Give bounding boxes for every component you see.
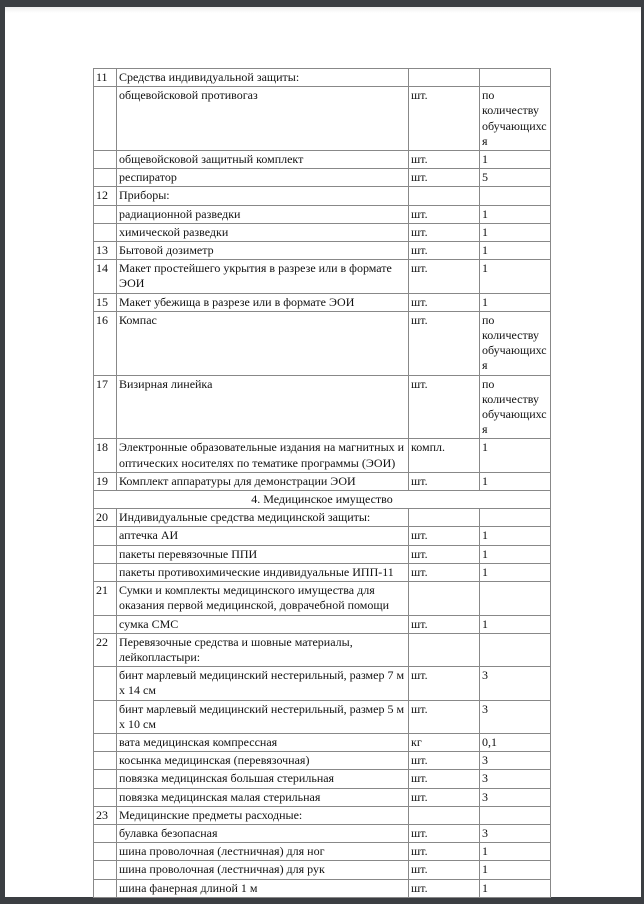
item-number: 19 (94, 472, 117, 490)
item-number (94, 733, 117, 751)
item-name: Индивидуальные средства медицинской защиты: (117, 509, 409, 527)
item-name: булавка безопасная (117, 824, 409, 842)
table-row (94, 472, 551, 490)
item-name: шина фанерная длиной 1 м (117, 879, 409, 897)
item-name: косынка медицинская (перевязочная) (117, 752, 409, 770)
item-quantity: 3 (480, 752, 551, 770)
item-name: шина проволочная (лестничная) для рук (117, 861, 409, 879)
item-number (94, 563, 117, 581)
item-name: бинт марлевый медицинский нестерильный, размер 7 м х 14 см (117, 667, 409, 700)
item-number: 12 (94, 187, 117, 205)
item-unit: шт. (409, 667, 480, 700)
item-name: повязка медицинская большая стерильная (117, 770, 409, 788)
item-unit: компл. (409, 439, 480, 472)
item-number (94, 843, 117, 861)
table-row (94, 563, 551, 581)
item-number (94, 87, 117, 151)
item-unit: шт. (409, 843, 480, 861)
table-row (94, 223, 551, 241)
item-unit: шт. (409, 151, 480, 169)
item-unit (409, 69, 480, 87)
item-number (94, 667, 117, 700)
item-unit: шт. (409, 861, 480, 879)
item-unit: шт. (409, 563, 480, 581)
item-quantity: 0,1 (480, 733, 551, 751)
item-number: 17 (94, 375, 117, 439)
item-unit: шт. (409, 169, 480, 187)
item-quantity (480, 633, 551, 666)
page-shadow (5, 7, 641, 13)
item-quantity: 3 (480, 770, 551, 788)
table-row (94, 861, 551, 879)
table-row (94, 187, 551, 205)
item-name: Электронные образовательные издания на магнитных и оптических носителях по тематике программы (ЭОИ) (117, 439, 409, 472)
item-quantity: 3 (480, 824, 551, 842)
table-row (94, 260, 551, 293)
item-number (94, 700, 117, 733)
table-row (94, 69, 551, 87)
item-unit: шт. (409, 545, 480, 563)
item-unit: шт. (409, 293, 480, 311)
item-quantity (480, 69, 551, 87)
item-name: Макет простейшего укрытия в разрезе или в формате ЭОИ (117, 260, 409, 293)
item-name: Бытовой дозиметр (117, 242, 409, 260)
item-unit: шт. (409, 205, 480, 223)
item-unit: шт. (409, 260, 480, 293)
item-unit: шт. (409, 752, 480, 770)
item-unit: шт. (409, 223, 480, 241)
item-quantity: 1 (480, 223, 551, 241)
item-unit: кг (409, 733, 480, 751)
table-row (94, 615, 551, 633)
item-unit: шт. (409, 87, 480, 151)
item-name: радиационной разведки (117, 205, 409, 223)
item-quantity: 1 (480, 151, 551, 169)
item-name: общевойсковой противогаз (117, 87, 409, 151)
item-name: Визирная линейка (117, 375, 409, 439)
item-quantity: 1 (480, 293, 551, 311)
item-quantity: 1 (480, 545, 551, 563)
item-unit (409, 582, 480, 615)
item-number: 22 (94, 633, 117, 666)
item-number: 15 (94, 293, 117, 311)
item-quantity: 3 (480, 788, 551, 806)
section-header-row (94, 491, 551, 509)
table-row (94, 700, 551, 733)
item-quantity: 5 (480, 169, 551, 187)
equipment-table-body (94, 69, 551, 898)
table-row (94, 633, 551, 666)
table-row (94, 311, 551, 375)
item-number: 20 (94, 509, 117, 527)
item-quantity: 1 (480, 527, 551, 545)
item-quantity (480, 806, 551, 824)
item-quantity (480, 582, 551, 615)
item-unit: шт. (409, 242, 480, 260)
item-number (94, 527, 117, 545)
table-row (94, 151, 551, 169)
table-row (94, 667, 551, 700)
item-number (94, 545, 117, 563)
table-row (94, 806, 551, 824)
item-number: 11 (94, 69, 117, 87)
table-row (94, 205, 551, 223)
item-name: сумка СМС (117, 615, 409, 633)
item-quantity: 3 (480, 667, 551, 700)
item-number (94, 615, 117, 633)
item-name: химической разведки (117, 223, 409, 241)
table-row (94, 242, 551, 260)
item-quantity (480, 509, 551, 527)
item-number (94, 879, 117, 897)
item-number (94, 151, 117, 169)
item-unit (409, 187, 480, 205)
item-unit: шт. (409, 311, 480, 375)
table-row (94, 752, 551, 770)
table-row (94, 527, 551, 545)
table-row (94, 582, 551, 615)
table-row (94, 879, 551, 897)
item-unit (409, 806, 480, 824)
table-row (94, 375, 551, 439)
item-name: респиратор (117, 169, 409, 187)
item-quantity: 1 (480, 205, 551, 223)
item-unit: шт. (409, 615, 480, 633)
item-quantity (480, 187, 551, 205)
table-row (94, 293, 551, 311)
item-quantity: по количеству обучающихся (480, 375, 551, 439)
item-quantity: 1 (480, 472, 551, 490)
item-quantity: 1 (480, 260, 551, 293)
item-quantity: 3 (480, 700, 551, 733)
table-row (94, 824, 551, 842)
item-number: 13 (94, 242, 117, 260)
table-row (94, 509, 551, 527)
item-number: 18 (94, 439, 117, 472)
item-unit (409, 509, 480, 527)
item-number (94, 205, 117, 223)
table-row (94, 733, 551, 751)
item-unit: шт. (409, 375, 480, 439)
item-name: Компас (117, 311, 409, 375)
item-name: Перевязочные средства и шовные материалы, лейкопластыри: (117, 633, 409, 666)
item-unit: шт. (409, 527, 480, 545)
item-quantity: по количеству обучающихся (480, 87, 551, 151)
item-number (94, 752, 117, 770)
item-name: общевойсковой защитный комплект (117, 151, 409, 169)
item-number (94, 861, 117, 879)
item-number (94, 824, 117, 842)
item-unit: шт. (409, 824, 480, 842)
equipment-table (93, 68, 551, 898)
item-number: 23 (94, 806, 117, 824)
item-number: 21 (94, 582, 117, 615)
table-row (94, 169, 551, 187)
item-name: пакеты противохимические индивидуальные ИПП-11 (117, 563, 409, 581)
item-unit (409, 633, 480, 666)
item-name: шина проволочная (лестничная) для ног (117, 843, 409, 861)
table-row (94, 87, 551, 151)
item-number (94, 223, 117, 241)
item-name: Сумки и комплекты медицинского имущества для оказания первой медицинской, доврачебной помощи (117, 582, 409, 615)
item-unit: шт. (409, 472, 480, 490)
document-page (5, 7, 641, 897)
section-title: 4. Медицинское имущество (94, 491, 551, 509)
item-quantity: 1 (480, 615, 551, 633)
item-unit: шт. (409, 788, 480, 806)
item-unit: шт. (409, 770, 480, 788)
item-quantity: 1 (480, 843, 551, 861)
item-quantity: 1 (480, 861, 551, 879)
table-row (94, 843, 551, 861)
item-name: аптечка АИ (117, 527, 409, 545)
item-quantity: 1 (480, 563, 551, 581)
item-quantity: 1 (480, 879, 551, 897)
table-row (94, 788, 551, 806)
table-row (94, 545, 551, 563)
item-number (94, 770, 117, 788)
item-number: 14 (94, 260, 117, 293)
item-quantity: 1 (480, 439, 551, 472)
item-name: Средства индивидуальной защиты: (117, 69, 409, 87)
item-number: 16 (94, 311, 117, 375)
item-name: повязка медицинская малая стерильная (117, 788, 409, 806)
item-unit: шт. (409, 700, 480, 733)
item-name: Медицинские предметы расходные: (117, 806, 409, 824)
item-number (94, 788, 117, 806)
table-row (94, 439, 551, 472)
item-quantity: по количеству обучающихся (480, 311, 551, 375)
item-number (94, 169, 117, 187)
item-name: пакеты перевязочные ППИ (117, 545, 409, 563)
item-name: бинт марлевый медицинский нестерильный, размер 5 м х 10 см (117, 700, 409, 733)
item-name: Комплект аппаратуры для демонстрации ЭОИ (117, 472, 409, 490)
item-name: вата медицинская компрессная (117, 733, 409, 751)
item-quantity: 1 (480, 242, 551, 260)
item-unit: шт. (409, 879, 480, 897)
item-name: Макет убежища в разрезе или в формате ЭОИ (117, 293, 409, 311)
table-row (94, 770, 551, 788)
item-name: Приборы: (117, 187, 409, 205)
